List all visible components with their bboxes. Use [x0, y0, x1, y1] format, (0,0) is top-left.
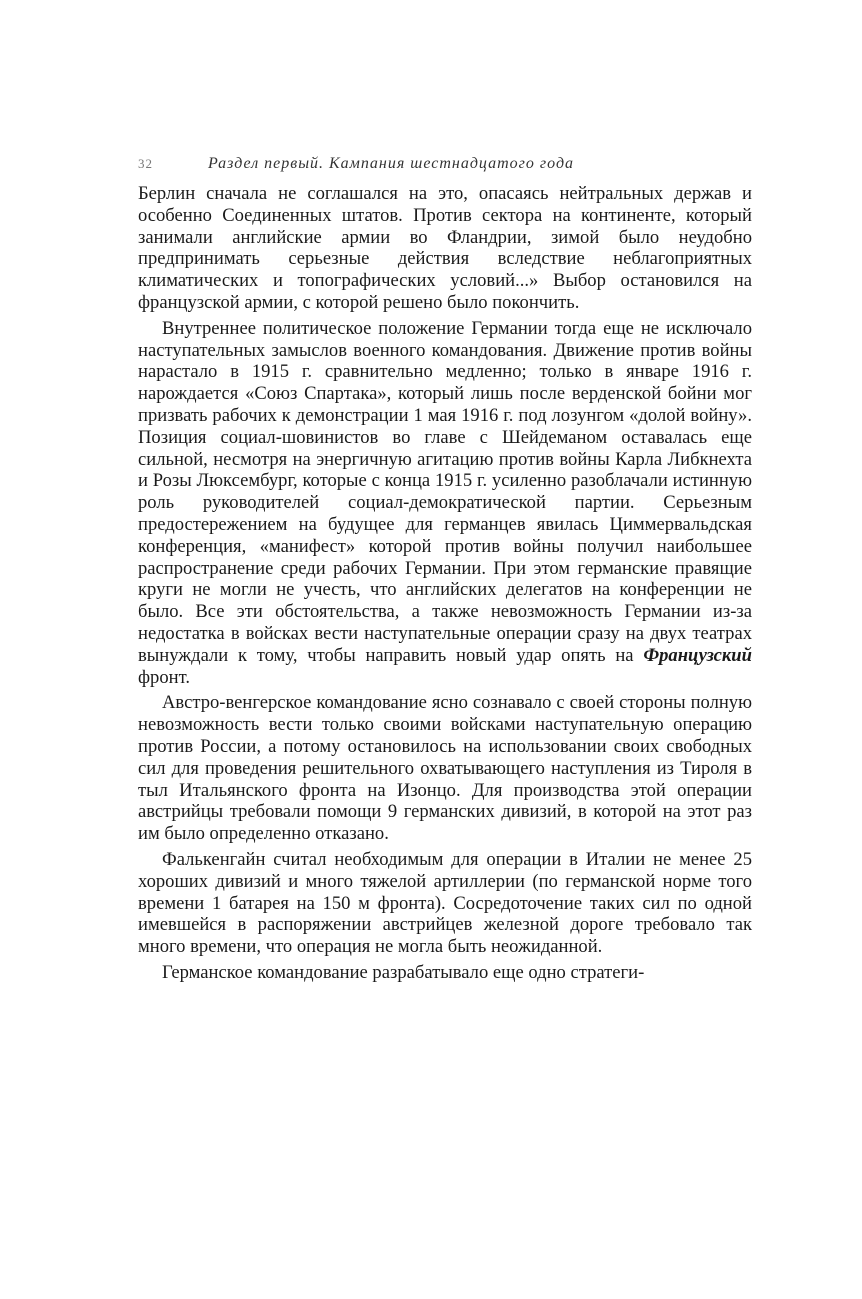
book-page — [138, 155, 752, 984]
emphasized-term: Французский — [643, 644, 752, 666]
paragraph-1: Берлин сначала не соглашался на это, опасаясь нейтральных держав и особенно Соединенных штатов. Против сектора на континенте, который занимали английские армии во Фландрии, зимой было неудобно предпринимать серьезные действия вследствие неблагоприятных климатических и топографических условий...» Выбор остановился на французской армии, с которой решено было покончить. — [138, 183, 752, 313]
paragraph-4: Фалькенгайн считал необходимым для операции в Италии не менее 25 хороших дивизий и много тяжелой артиллерии (по германской норме того времени 1 батарея на 150 м фронта). Сосредоточение таких сил по одной имевшейся в распоряжении австрийцев железной дороге требовало так много времени, что операция не могла быть неожиданной. — [138, 848, 752, 958]
body-text — [138, 183, 752, 984]
running-head — [138, 155, 752, 183]
running-title: Раздел первый. Кампания шестнадцатого года — [208, 155, 575, 172]
paragraph-2-text: Внутреннее политическое положение Германии тогда еще не исключало наступательных замыслов военного командования. Движение против войны нарастало в 1915 г. сравнительно медленно; только в январе 1916 г. нарождается «Союз Спартака», который лишь после верденской бойни мог призвать рабочих к демонстрации 1 мая 1916 г. под лозунгом «долой войну». Позиция социал-шовинистов во главе с Шейдеманом оставалась еще сильной, несмотря на энергичную агитацию против войны Карла Либкнехта и Розы Люксембург, которые с конца 1915 г. усиленно разоблачали истинную роль руководителей социал-демократической партии. Серьезным предостережением на будущее для германцев явилась Циммервальдская конференция, «манифест» которой против войны получил наибольшее распространение среди рабочих Германии. При этом германские правящие круги не могли не учесть, что английских делегатов на конференции не было. Все эти обстоятельства, а также невозможность Германии из-за недостатка в войсках вести наступательные операции сразу на двух театрах вынуждали к тому, чтобы направить новый удар опять на — [138, 317, 752, 666]
paragraph-2 — [138, 318, 752, 689]
paragraph-2-tail: фронт. — [138, 666, 190, 688]
page-number: 32 — [138, 156, 153, 171]
paragraph-3: Австро-венгерское командование ясно сознавало с своей стороны полную невозможность вести только своими войсками наступательную операцию против России, а потому остановилось на использовании своих свободных сил для проведения решительного охватывающего наступления из Тироля в тыл Итальянского фронта на Изонцо. Для производства этой операции австрийцы требовали помощи 9 германских дивизий, в которой на этот раз им было определенно отказано. — [138, 692, 752, 845]
paragraph-5: Германское командование разрабатывало еще одно стратеги- — [162, 961, 645, 983]
